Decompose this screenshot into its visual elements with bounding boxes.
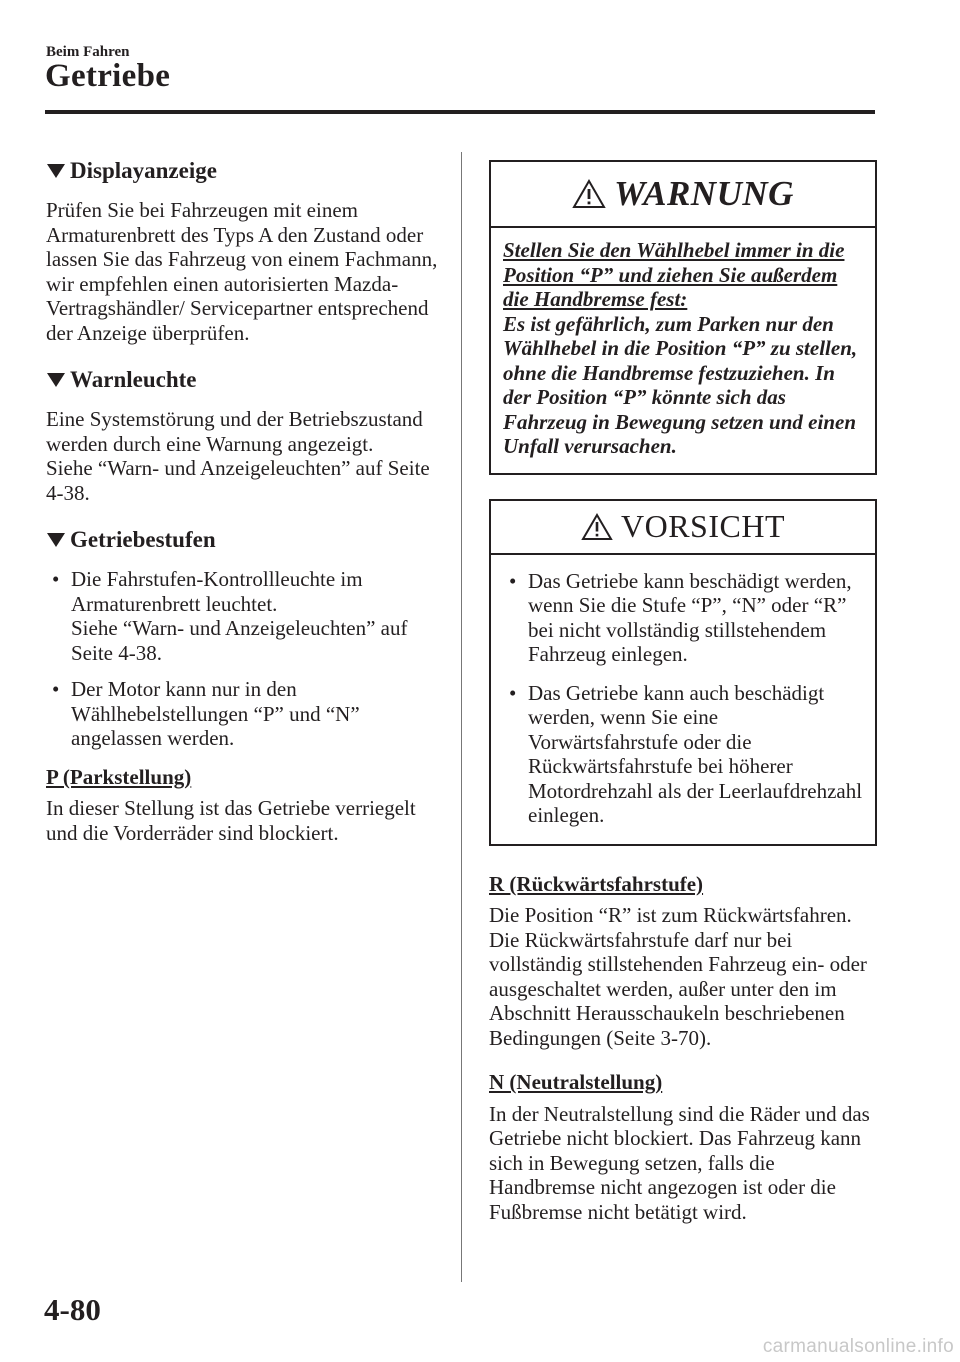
reverse-text: Die Position “R” ist zum Rückwärtsfahren. Die Rückwärtsfahrstufe darf nur bei vollständig stillstehenden Fahrzeug ein- oder ausgeschaltet werden, außer unter den im Abschnitt Herausschaukeln beschriebenen Bedingungen (Seite 3-70). <box>489 903 867 1050</box>
display-heading-text: Displayanzeige <box>70 158 217 183</box>
caution-body <box>491 555 875 844</box>
list-item <box>46 567 446 665</box>
caution-list <box>503 569 863 828</box>
warning-lead: Stellen Sie den Wählhebel immer in die Position “P” und ziehen Sie außerdem die Handbremse fest: <box>503 238 845 311</box>
caution-box <box>489 499 877 846</box>
right-column <box>489 160 877 1244</box>
watermark: carmanualsonline.info <box>762 1336 954 1357</box>
warning-title: WARNUNG <box>614 173 794 213</box>
warnlight-heading <box>46 365 446 395</box>
warnlight-page-ref: Siehe “Warn- und Anzeigeleuchten” auf Seite 4-38. <box>46 456 430 505</box>
warning-triangle-icon <box>572 179 606 209</box>
neutral-text: In der Neutralstellung sind die Räder und das Getriebe nicht blockiert. Das Fahrzeug kann sich in Bewegung setzen, falls die Handbremse nicht angezogen ist oder die Fußbremse nicht betätigt wird. <box>489 1101 870 1224</box>
caution-triangle-icon <box>581 513 613 541</box>
list-item: • Das Getriebe kann beschädigt werden, wenn Sie die Stufe “P”, “N” oder “R” bei nicht vollständig stillstehendem Fahrzeug einlegen. <box>503 569 863 667</box>
reverse-section <box>489 872 877 1225</box>
caution-header <box>491 501 875 555</box>
warning-body <box>491 228 875 473</box>
neutral-heading: N (Neutralstellung) <box>489 1070 663 1094</box>
warning-text: Es ist gefährlich, zum Parken nur den Wählhebel in die Position “P” zu stellen, ohne die Handbremse festzuziehen. In der Position “P” könnte sich das Fahrzeug in Bewegung setzen und einen Unfall verursachen. <box>503 311 858 458</box>
section-label: Beim Fahren <box>46 44 130 60</box>
caution-title: VORSICHT <box>620 508 785 545</box>
park-text: In dieser Stellung ist das Getriebe verriegelt und die Vorderräder sind blockiert. <box>46 796 416 845</box>
page-number: 4-80 <box>44 1292 101 1327</box>
left-column <box>46 156 446 865</box>
stages-heading-text: Getriebestufen <box>70 527 216 552</box>
display-heading <box>46 156 446 186</box>
list-item: • Das Getriebe kann auch beschädigt werden, wenn Sie eine Vorwärtsfahrstufe oder die Rückwärtsfahrstufe bei höherer Motordrehzahl als der Leerlaufdrehzahl einlegen. <box>503 681 863 828</box>
list-item-page-ref: Siehe “Warn- und Anzeigeleuchten” auf Seite 4-38. <box>71 616 408 665</box>
warning-header <box>491 162 875 228</box>
park-heading: P (Parkstellung) <box>46 764 192 789</box>
triangle-down-icon <box>47 373 65 387</box>
reverse-heading: R (Rückwärtsfahrstufe) <box>489 871 704 896</box>
display-text: Prüfen Sie bei Fahrzeugen mit einem Armaturenbrett des Typs A den Zustand oder lassen Sie das Fahrzeug von einem Fachmann, wir empfehlen einen autorisierten Mazda-Vertragshändler/ Servicepartner entsprechend der Anzeige überprüfen. <box>46 198 438 345</box>
list-item-text: Die Fahrstufen-Kontrollleuchte im Armaturenbrett leuchtet. <box>71 567 363 616</box>
warnlight-text-body: Eine Systemstörung und der Betriebszustand werden durch eine Warnung angezeigt. <box>46 407 423 456</box>
warnlight-heading-text: Warnleuchte <box>70 367 197 392</box>
column-divider <box>461 152 462 1282</box>
stages-heading <box>46 525 446 555</box>
list-item: • Der Motor kann nur in den Wählhebelstellungen “P” und “N” angelassen werden. <box>46 677 446 751</box>
page-title: Getriebe <box>45 58 171 94</box>
warnlight-text <box>46 407 446 505</box>
triangle-down-icon <box>47 164 65 178</box>
header-rule <box>45 110 875 114</box>
warning-box <box>489 160 877 475</box>
stages-list <box>46 567 446 751</box>
triangle-down-icon <box>47 533 65 547</box>
